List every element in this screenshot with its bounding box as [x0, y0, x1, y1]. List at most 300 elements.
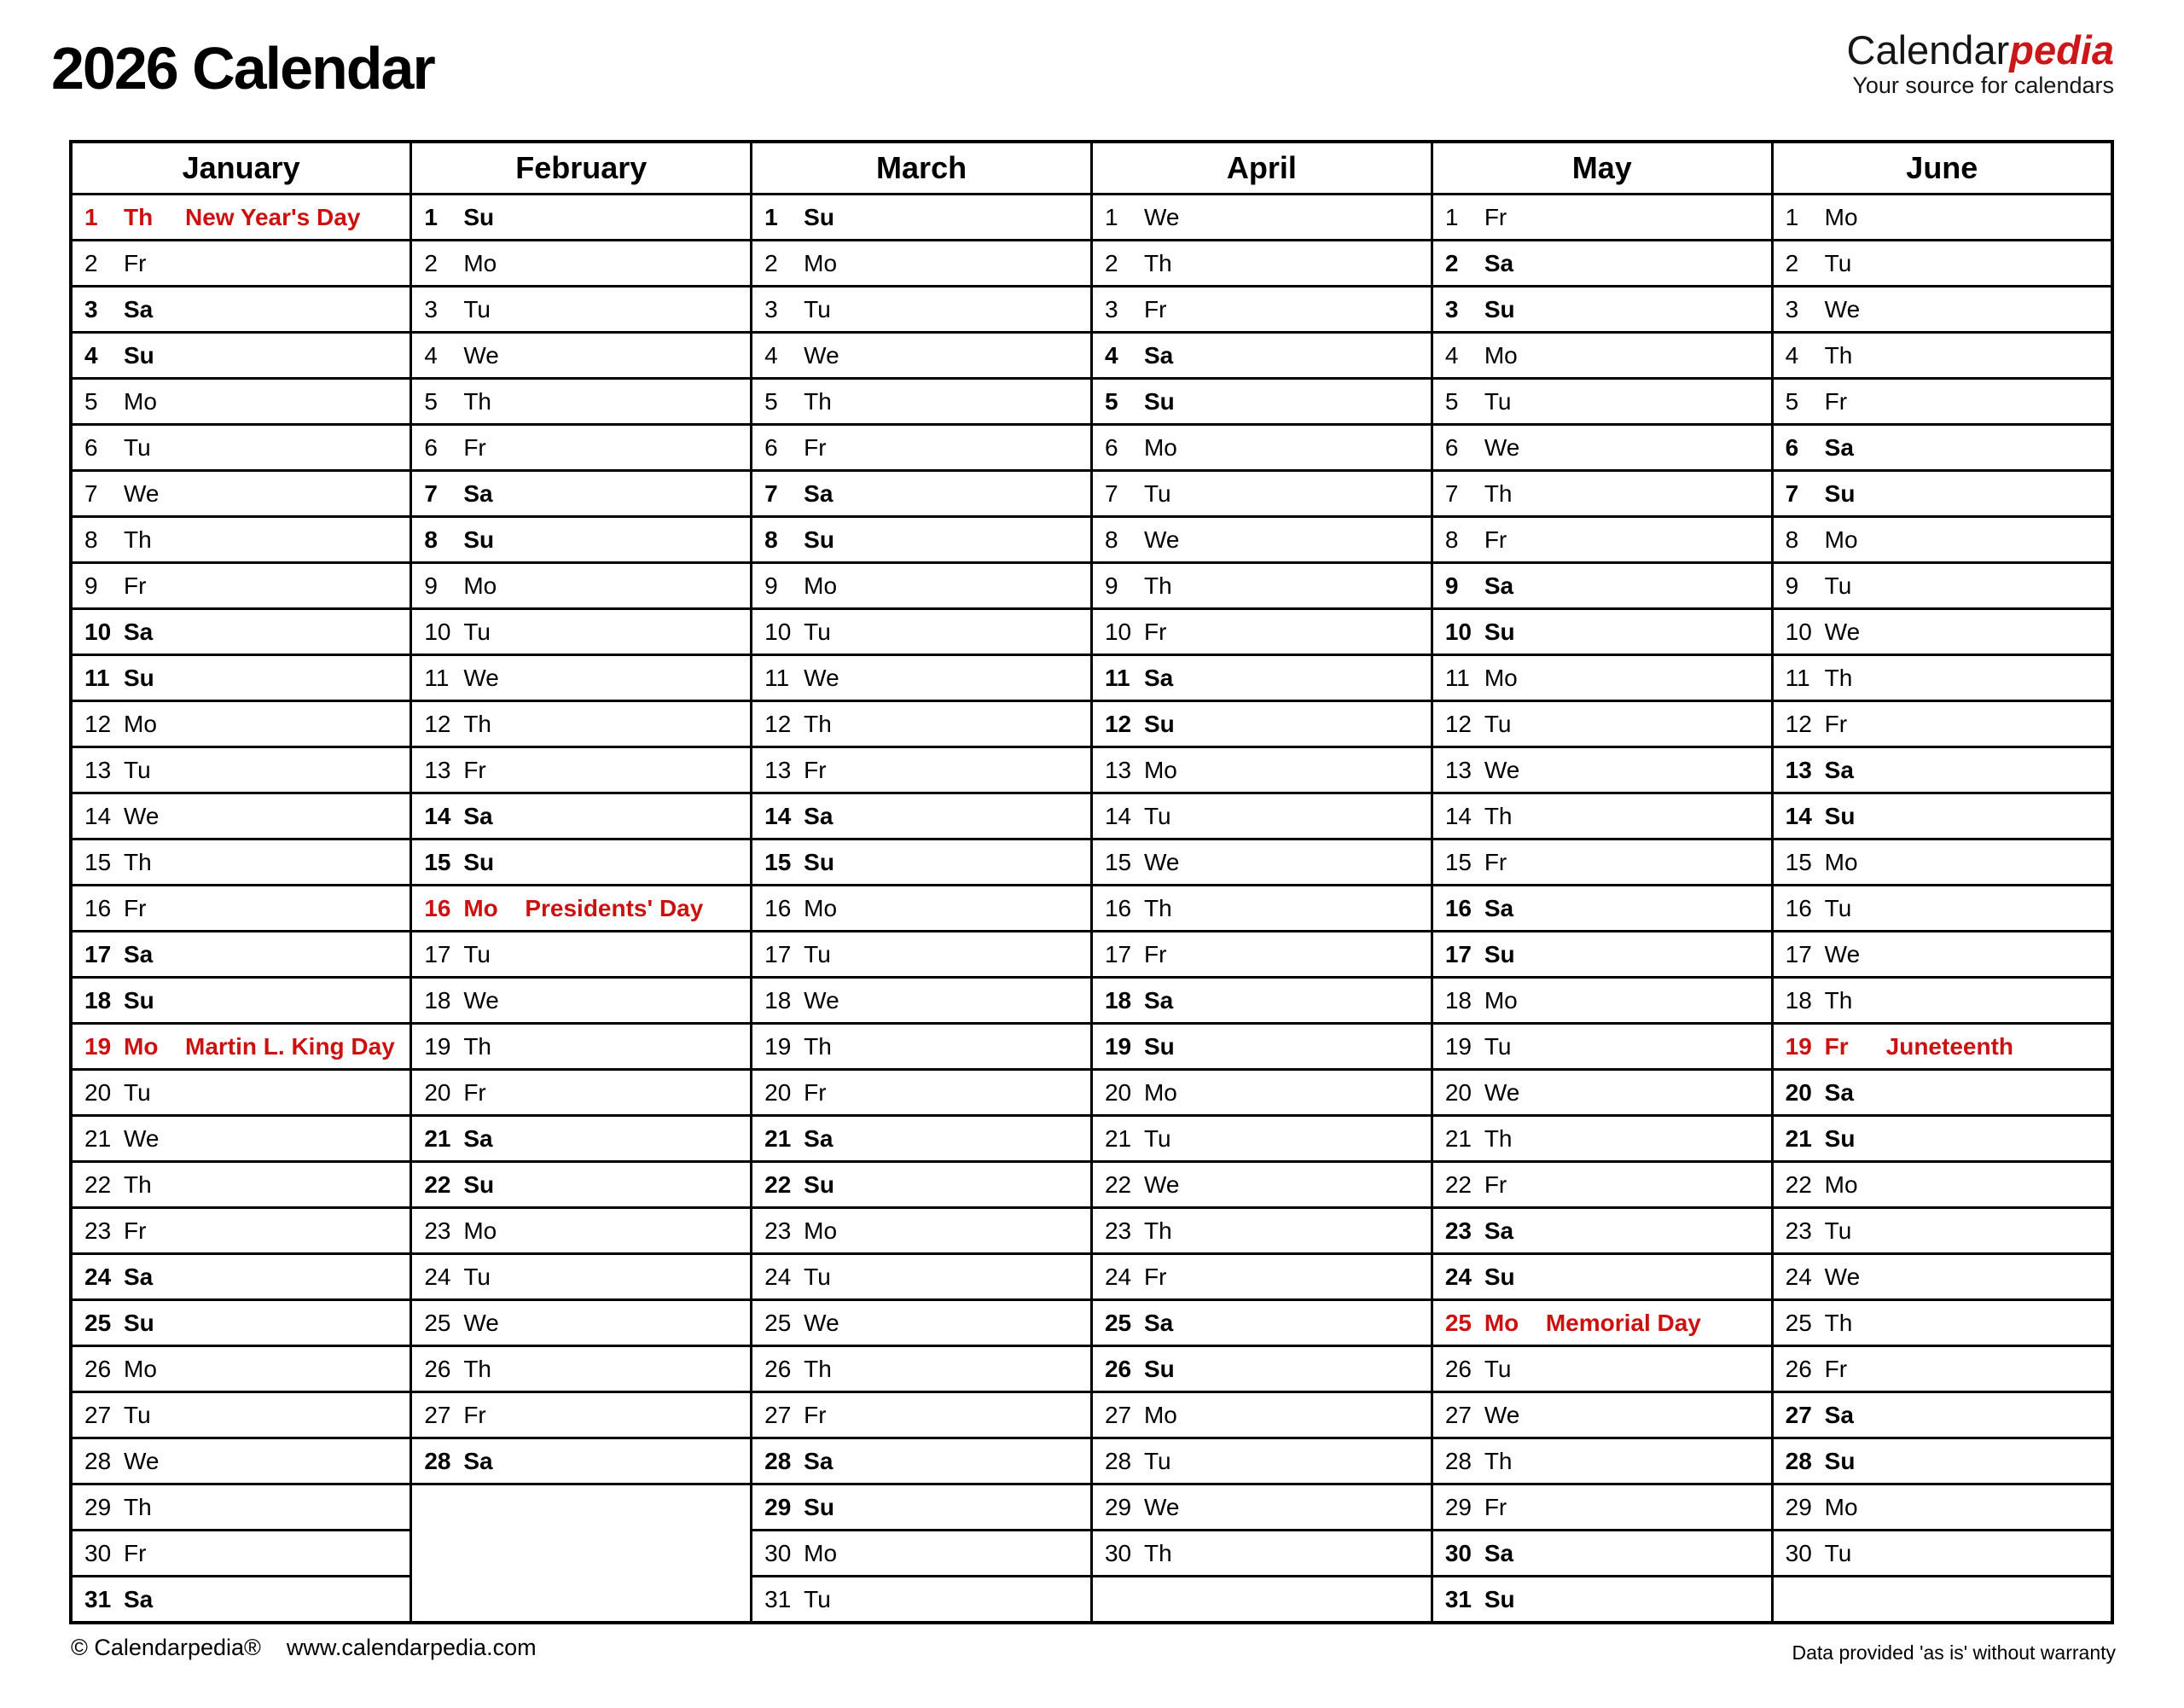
day-cell-march-19 — [752, 1024, 1092, 1070]
weekday-abbr: Mo — [124, 710, 157, 737]
day-cell-january-17 — [71, 932, 411, 978]
day-cell-june-21 — [1772, 1116, 2112, 1162]
weekday-abbr: Mo — [804, 1217, 838, 1244]
weekday-abbr: Fr — [1824, 387, 1848, 415]
day-cell-june-12 — [1772, 701, 2112, 747]
day-number: 14 — [1785, 802, 1812, 829]
weekday-abbr: Sa — [804, 479, 834, 507]
day-cell-may-2 — [1432, 241, 1772, 287]
day-number: 24 — [764, 1263, 792, 1290]
weekday-abbr: Mo — [804, 1539, 838, 1566]
day-cell-february-16 — [411, 886, 752, 932]
calendar-row — [71, 1577, 2112, 1624]
day-number: 2 — [764, 249, 778, 276]
calendar-row — [71, 1162, 2112, 1208]
month-header-april: April — [1091, 142, 1432, 195]
day-number: 9 — [1785, 572, 1799, 599]
calendar-row — [71, 747, 2112, 793]
day-cell-march-21 — [752, 1116, 1092, 1162]
day-cell-january-23 — [71, 1208, 411, 1254]
weekday-abbr: Su — [463, 203, 495, 230]
calendar-row — [71, 793, 2112, 839]
day-cell-april-15 — [1091, 839, 1432, 886]
day-cell-january-5 — [71, 379, 411, 425]
day-cell-june-14 — [1772, 793, 2112, 839]
day-number: 30 — [764, 1539, 792, 1566]
weekday-abbr: Th — [463, 387, 492, 415]
day-cell-may-16 — [1432, 886, 1772, 932]
day-cell-may-23 — [1432, 1208, 1772, 1254]
weekday-abbr: Fr — [124, 572, 147, 599]
day-cell-april-13 — [1091, 747, 1432, 793]
day-cell-june-18 — [1772, 978, 2112, 1024]
day-cell-february-5 — [411, 379, 752, 425]
day-cell-may-18 — [1432, 978, 1772, 1024]
day-cell-march-5 — [752, 379, 1092, 425]
day-cell-march-15 — [752, 839, 1092, 886]
day-cell-january-31 — [71, 1577, 411, 1624]
month-header-may: May — [1432, 142, 1772, 195]
day-cell-april-9 — [1091, 563, 1432, 609]
weekday-abbr: Sa — [124, 1585, 154, 1612]
day-cell-june-7 — [1772, 471, 2112, 517]
day-number: 9 — [1444, 572, 1459, 599]
day-number: 5 — [764, 387, 778, 415]
day-number: 26 — [1785, 1355, 1812, 1382]
weekday-abbr: Sa — [124, 1263, 154, 1290]
weekday-abbr: Tu — [463, 295, 491, 322]
weekday-abbr: Th — [124, 1493, 152, 1520]
website-url: www.calendarpedia.com — [286, 1635, 537, 1660]
day-cell-april-23 — [1091, 1208, 1432, 1254]
weekday-abbr: We — [124, 479, 160, 507]
weekday-abbr: Fr — [463, 1078, 486, 1106]
holiday-name: New Year's Day — [185, 203, 361, 230]
weekday-abbr: Tu — [804, 618, 831, 645]
weekday-abbr: Su — [1484, 940, 1515, 967]
weekday-abbr: Fr — [1484, 1493, 1507, 1520]
weekday-abbr: Tu — [804, 1263, 831, 1290]
day-cell-february-28 — [411, 1438, 752, 1484]
day-cell-april-11 — [1091, 655, 1432, 701]
day-number: 1 — [764, 203, 778, 230]
day-number: 6 — [1785, 433, 1799, 461]
day-cell-june-2 — [1772, 241, 2112, 287]
weekday-abbr: We — [124, 1447, 160, 1474]
day-number: 16 — [84, 894, 112, 921]
day-cell-january-28 — [71, 1438, 411, 1484]
day-cell-february-13 — [411, 747, 752, 793]
weekday-abbr: Th — [1484, 802, 1513, 829]
day-cell-march-2 — [752, 241, 1092, 287]
weekday-abbr: Th — [463, 710, 492, 737]
day-number: 27 — [424, 1401, 451, 1428]
logo-tagline: Your source for calendars — [1852, 73, 2114, 99]
day-number: 5 — [1104, 387, 1118, 415]
day-number: 14 — [1444, 802, 1472, 829]
day-number: 11 — [1785, 664, 1810, 691]
day-number: 22 — [1104, 1171, 1132, 1198]
weekday-abbr: Fr — [1484, 203, 1507, 230]
weekday-abbr: Su — [804, 848, 834, 875]
day-cell-march-13 — [752, 747, 1092, 793]
day-cell-april-27 — [1091, 1392, 1432, 1438]
day-cell-february-15 — [411, 839, 752, 886]
day-cell-june-15 — [1772, 839, 2112, 886]
weekday-abbr: Fr — [1143, 1263, 1167, 1290]
day-number: 25 — [1444, 1309, 1472, 1336]
weekday-abbr: Sa — [1824, 433, 1854, 461]
day-number: 8 — [764, 526, 778, 553]
weekday-abbr: We — [1143, 1171, 1180, 1198]
day-number: 17 — [84, 940, 112, 967]
page-title: 2026 Calendar — [51, 35, 434, 102]
weekday-abbr: We — [1824, 618, 1861, 645]
calendar-row — [71, 655, 2112, 701]
weekday-abbr: Mo — [463, 1217, 497, 1244]
weekday-abbr: Mo — [1143, 1401, 1177, 1428]
day-number: 16 — [1444, 894, 1472, 921]
calendar-row — [71, 1254, 2112, 1300]
day-cell-march-4 — [752, 333, 1092, 379]
day-number: 16 — [1785, 894, 1812, 921]
day-cell-january-2 — [71, 241, 411, 287]
day-cell-may-6 — [1432, 425, 1772, 471]
weekday-abbr: Fr — [1484, 526, 1507, 553]
day-number: 4 — [1104, 341, 1118, 369]
day-cell-january-22 — [71, 1162, 411, 1208]
day-number: 21 — [84, 1124, 112, 1152]
day-cell-february-1 — [411, 195, 752, 241]
day-cell-may-5 — [1432, 379, 1772, 425]
holiday-name: Presidents' Day — [525, 894, 704, 921]
day-cell-april-30 — [1091, 1531, 1432, 1577]
day-number: 4 — [764, 341, 778, 369]
calendar-row — [71, 563, 2112, 609]
day-number: 27 — [1104, 1401, 1132, 1428]
weekday-abbr: Tu — [1484, 710, 1512, 737]
weekday-abbr: Sa — [1484, 572, 1514, 599]
day-cell-june-28 — [1772, 1438, 2112, 1484]
weekday-abbr: Su — [1484, 1263, 1515, 1290]
weekday-abbr: Th — [463, 1355, 492, 1382]
weekday-abbr: We — [1143, 203, 1180, 230]
weekday-abbr: Sa — [804, 1124, 834, 1152]
day-number: 29 — [1785, 1493, 1812, 1520]
day-cell-march-25 — [752, 1300, 1092, 1346]
weekday-abbr: Sa — [1484, 1217, 1514, 1244]
day-cell-march-24 — [752, 1254, 1092, 1300]
day-cell-may-22 — [1432, 1162, 1772, 1208]
month-header-june: June — [1772, 142, 2112, 195]
weekday-abbr: Fr — [1824, 1032, 1849, 1060]
month-header-march: March — [752, 142, 1092, 195]
day-number: 2 — [1785, 249, 1799, 276]
weekday-abbr: Tu — [124, 756, 151, 783]
day-cell-march-12 — [752, 701, 1092, 747]
day-cell-january-9 — [71, 563, 411, 609]
day-cell-june-13 — [1772, 747, 2112, 793]
day-number: 2 — [84, 249, 98, 276]
weekday-abbr: Su — [1824, 1447, 1856, 1474]
day-cell-april-4 — [1091, 333, 1432, 379]
day-cell-june-9 — [1772, 563, 2112, 609]
day-cell-march-26 — [752, 1346, 1092, 1392]
day-cell-march-27 — [752, 1392, 1092, 1438]
weekday-abbr: Tu — [1143, 1124, 1171, 1152]
day-cell-may-10 — [1432, 609, 1772, 655]
day-number: 21 — [1785, 1124, 1812, 1152]
weekday-abbr: Su — [1484, 295, 1515, 322]
day-number: 29 — [1104, 1493, 1132, 1520]
day-cell-march-20 — [752, 1070, 1092, 1116]
day-cell-march-7 — [752, 471, 1092, 517]
weekday-abbr: Tu — [1484, 1032, 1512, 1060]
day-number: 21 — [1104, 1124, 1132, 1152]
weekday-abbr: Th — [124, 1171, 152, 1198]
weekday-abbr: Fr — [1824, 1355, 1848, 1382]
day-number: 1 — [1785, 203, 1799, 230]
day-cell-april-29 — [1091, 1484, 1432, 1531]
day-number: 1 — [1444, 203, 1459, 230]
weekday-abbr: Su — [1824, 479, 1856, 507]
weekday-abbr: Th — [1484, 1447, 1513, 1474]
day-cell-march-6 — [752, 425, 1092, 471]
day-cell-february-25 — [411, 1300, 752, 1346]
day-cell-february-19 — [411, 1024, 752, 1070]
weekday-abbr: Fr — [1484, 1171, 1507, 1198]
weekday-abbr: Th — [804, 710, 832, 737]
day-cell-march-16 — [752, 886, 1092, 932]
weekday-abbr: Mo — [1824, 1493, 1858, 1520]
day-number: 14 — [764, 802, 792, 829]
day-cell-march-3 — [752, 287, 1092, 333]
day-number: 14 — [84, 802, 112, 829]
weekday-abbr: Tu — [1143, 479, 1171, 507]
weekday-abbr: Th — [804, 387, 832, 415]
weekday-abbr: Mo — [1143, 1078, 1177, 1106]
day-number: 22 — [424, 1171, 451, 1198]
day-number: 27 — [764, 1401, 792, 1428]
day-cell-february-26 — [411, 1346, 752, 1392]
calendar-row — [71, 1531, 2112, 1577]
day-cell-january-15 — [71, 839, 411, 886]
logo-text-pedia: pedia — [2009, 27, 2114, 73]
day-number: 27 — [84, 1401, 112, 1428]
day-number: 25 — [1785, 1309, 1812, 1336]
day-number: 9 — [764, 572, 778, 599]
day-cell-january-3 — [71, 287, 411, 333]
weekday-abbr: We — [1143, 526, 1180, 553]
day-cell-march-9 — [752, 563, 1092, 609]
day-number: 13 — [1104, 756, 1132, 783]
weekday-abbr: Fr — [463, 433, 486, 461]
weekday-abbr: Th — [1143, 1217, 1172, 1244]
weekday-abbr: We — [804, 664, 839, 691]
day-cell-june-5 — [1772, 379, 2112, 425]
day-number: 24 — [1104, 1263, 1132, 1290]
day-number: 15 — [1444, 848, 1472, 875]
day-number: 20 — [764, 1078, 792, 1106]
day-number: 29 — [1444, 1493, 1472, 1520]
day-number: 21 — [424, 1124, 451, 1152]
day-number: 19 — [84, 1032, 112, 1060]
day-cell-january-26 — [71, 1346, 411, 1392]
day-cell-january-25 — [71, 1300, 411, 1346]
day-number: 12 — [1785, 710, 1812, 737]
day-cell-june-27 — [1772, 1392, 2112, 1438]
weekday-abbr: Sa — [1484, 894, 1514, 921]
weekday-abbr: Mo — [1143, 433, 1177, 461]
day-number: 19 — [1104, 1032, 1132, 1060]
calendar-row — [71, 1208, 2112, 1254]
day-cell-may-20 — [1432, 1070, 1772, 1116]
day-cell-april-28 — [1091, 1438, 1432, 1484]
weekday-abbr: Sa — [124, 940, 154, 967]
day-number: 15 — [424, 848, 451, 875]
logo-text-calendar: Calendar — [1846, 27, 2010, 73]
day-number: 16 — [424, 894, 451, 921]
day-number: 31 — [1444, 1585, 1472, 1612]
calendar-row — [71, 425, 2112, 471]
weekday-abbr: Su — [124, 341, 154, 369]
day-number: 23 — [424, 1217, 451, 1244]
day-number: 30 — [1104, 1539, 1132, 1566]
weekday-abbr: Tu — [1824, 1539, 1852, 1566]
weekday-abbr: Sa — [1143, 664, 1174, 691]
calendar-row — [71, 379, 2112, 425]
weekday-abbr: Tu — [1143, 1447, 1171, 1474]
weekday-abbr: We — [1484, 1078, 1520, 1106]
day-cell-may-31 — [1432, 1577, 1772, 1624]
day-cell-january-16 — [71, 886, 411, 932]
day-number: 18 — [1104, 986, 1132, 1014]
weekday-abbr: We — [463, 1309, 499, 1336]
day-cell-april-25 — [1091, 1300, 1432, 1346]
day-number: 7 — [1444, 479, 1459, 507]
day-cell-may-1 — [1432, 195, 1772, 241]
weekday-abbr: Th — [1824, 341, 1853, 369]
day-cell-april-22 — [1091, 1162, 1432, 1208]
day-number: 22 — [84, 1171, 112, 1198]
day-cell-april-19 — [1091, 1024, 1432, 1070]
day-number: 10 — [1444, 618, 1472, 645]
weekday-abbr: Sa — [1824, 1078, 1854, 1106]
weekday-abbr: Su — [124, 986, 154, 1014]
weekday-abbr: Th — [804, 1032, 832, 1060]
day-cell-january-6 — [71, 425, 411, 471]
weekday-abbr: Su — [1143, 1032, 1175, 1060]
weekday-abbr: Fr — [124, 1217, 147, 1244]
weekday-abbr: Th — [1484, 1124, 1513, 1152]
footer-disclaimer: Data provided 'as is' without warranty — [1792, 1641, 2116, 1664]
weekday-abbr: We — [1143, 1493, 1180, 1520]
day-number: 10 — [424, 618, 451, 645]
day-cell-march-11 — [752, 655, 1092, 701]
weekday-abbr: Mo — [1143, 756, 1177, 783]
day-cell-january-27 — [71, 1392, 411, 1438]
calendar-row — [71, 471, 2112, 517]
logo-wordmark — [1847, 29, 2115, 71]
day-number: 13 — [1444, 756, 1472, 783]
weekday-abbr: Su — [804, 526, 834, 553]
day-cell-april-16 — [1091, 886, 1432, 932]
day-cell-february-9 — [411, 563, 752, 609]
day-number: 12 — [424, 710, 451, 737]
weekday-abbr: Mo — [804, 572, 838, 599]
day-cell-january-14 — [71, 793, 411, 839]
day-number: 22 — [1785, 1171, 1812, 1198]
day-cell-march-29 — [752, 1484, 1092, 1531]
copyright-text: © Calendarpedia® — [71, 1635, 261, 1660]
day-number: 23 — [1104, 1217, 1132, 1244]
day-cell-may-12 — [1432, 701, 1772, 747]
day-number: 18 — [424, 986, 451, 1014]
calendar-row — [71, 241, 2112, 287]
day-number: 28 — [84, 1447, 112, 1474]
weekday-abbr: Tu — [1824, 1217, 1852, 1244]
weekday-abbr: Mo — [463, 572, 497, 599]
weekday-abbr: Tu — [463, 940, 491, 967]
weekday-abbr: Su — [1143, 387, 1175, 415]
day-number: 23 — [84, 1217, 112, 1244]
day-number: 5 — [424, 387, 438, 415]
day-cell-january-24 — [71, 1254, 411, 1300]
weekday-abbr: We — [1824, 295, 1861, 322]
weekday-abbr: Fr — [124, 249, 147, 276]
day-number: 18 — [84, 986, 112, 1014]
weekday-abbr: Th — [124, 526, 152, 553]
calendar-row — [71, 333, 2112, 379]
day-cell-june-17 — [1772, 932, 2112, 978]
calendar-row — [71, 517, 2112, 563]
footer-left — [71, 1635, 537, 1661]
day-number: 21 — [1444, 1124, 1472, 1152]
weekday-abbr: Th — [1143, 249, 1172, 276]
day-cell-may-11 — [1432, 655, 1772, 701]
weekday-abbr: Tu — [124, 1078, 151, 1106]
day-number: 21 — [764, 1124, 792, 1152]
month-header-row — [71, 142, 2112, 195]
day-number: 4 — [1444, 341, 1459, 369]
weekday-abbr: Sa — [1484, 1539, 1514, 1566]
weekday-abbr: Sa — [124, 618, 154, 645]
day-cell-february-22 — [411, 1162, 752, 1208]
day-cell-april-24 — [1091, 1254, 1432, 1300]
day-number: 5 — [84, 387, 98, 415]
day-number: 18 — [1444, 986, 1472, 1014]
day-number: 19 — [424, 1032, 451, 1060]
weekday-abbr: Su — [463, 526, 495, 553]
day-cell-may-30 — [1432, 1531, 1772, 1577]
weekday-abbr: Th — [1824, 986, 1853, 1014]
calendar-table — [69, 140, 2114, 1624]
day-number: 8 — [1785, 526, 1799, 553]
calendar-row — [71, 1070, 2112, 1116]
day-number: 14 — [424, 802, 451, 829]
day-cell-may-15 — [1432, 839, 1772, 886]
weekday-abbr: Su — [124, 664, 154, 691]
day-number: 19 — [1444, 1032, 1472, 1060]
day-cell-march-8 — [752, 517, 1092, 563]
day-number: 17 — [1104, 940, 1132, 967]
day-cell-march-1 — [752, 195, 1092, 241]
calendar-row — [71, 1438, 2112, 1484]
weekday-abbr: Tu — [804, 1585, 831, 1612]
day-cell-february-24 — [411, 1254, 752, 1300]
day-cell-june-26 — [1772, 1346, 2112, 1392]
weekday-abbr: Su — [124, 1309, 154, 1336]
